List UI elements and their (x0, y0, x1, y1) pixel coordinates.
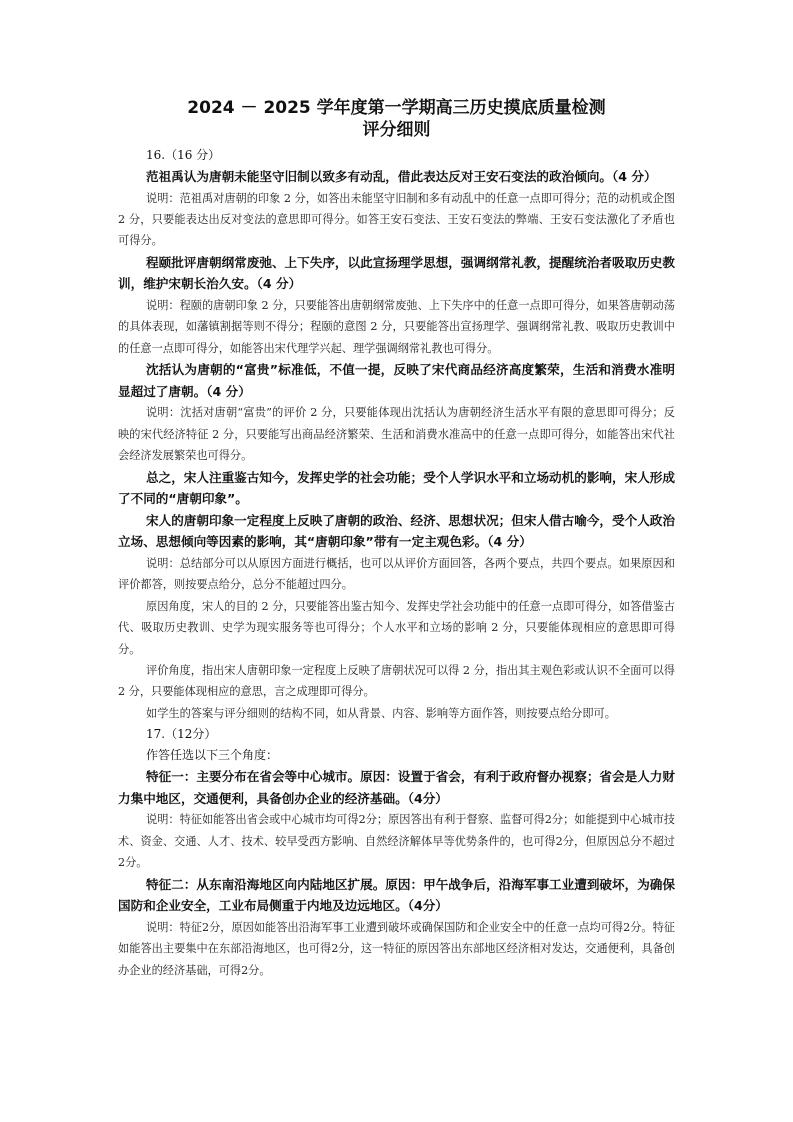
q16-point-1: 范祖禹认为唐朝未能坚守旧制以致多有动乱，借此表达反对王安石变法的政治倾向。（4 分） (146, 169, 657, 184)
q16-evaluation-note: 评价角度，指出宋人唐朝印象一定程度上反映了唐朝状况可以得 2 分，指出其主观色彩或认识不全面可以得 2 分，只要能体现相应的意思，言之成理即可得分。 (118, 664, 675, 699)
q17-feature-2-note: 说明：特征2分，原因如能答出沿海军事工业遭到破坏或确保国防和企业安全中的任意一点均可得2分。特征如能答出主要集中在东部沿海地区，也可得2分，这一特征的原因答出东部地区经济相对发达，交通便利，具备创办企业的经济基础，可得2分。 (118, 920, 675, 977)
q16-point-1-note: 说明：范祖禹对唐朝的印象 2 分，如答出未能坚守旧制和多有动乱中的任意一点即可得分；范的动机或企图 2 分，只要能表达出反对变法的意思即可得分。如答王安石变法、王安石变法的弊端、王安石变法激化了矛盾也可得分。 (118, 191, 675, 248)
q16-summary-note: 说明：总结部分可以从原因方面进行概括，也可以从评价方面回答，各两个要点，共四个要点。如果原因和评价都答，则按要点给分，总分不能超过四分。 (118, 557, 675, 592)
q16-evaluation: 宋人的唐朝印象一定程度上反映了唐朝的政治、经济、思想状况；但宋人借古喻今，受个人政治立场、思想倾向等因素的影响，其“唐朝印象”带有一定主观色彩。（4 分） (118, 512, 675, 550)
document-subtitle: 评分细则 (362, 120, 431, 140)
q16-structure-note: 如学生的答案与评分细则的结构不同，如从背景、内容、影响等方面作答，则按要点给分即可。 (146, 706, 616, 720)
q16-point-3-note: 说明：沈括对唐朝“富贵”的评价 2 分，只要能体现出沈括认为唐朝经济生活水平有限的意思即可得分；反映的宋代经济特征 2 分，只要能写出商品经济繁荣、生活和消费水准高中的任意一点即可得分，如能答出宋代社会经济发展繁荣也可得分。 (118, 406, 675, 463)
question-16-heading: 16.（16 分） (146, 148, 221, 162)
q16-reason-note: 原因角度，宋人的目的 2 分，只要能答出鉴古知今、发挥史学社会功能中的任意一点即可得分，如答借鉴古代、吸取历史教训、史学为现实服务等也可得分；个人水平和立场的影响 2 分，只要能体现相应的意思即可得分。 (118, 599, 675, 656)
q16-point-2: 程颐批评唐朝纲常废弛、上下失序，以此宣扬理学思想，强调纲常礼教，提醒统治者吸取历史教训，维护宋朝长治久安。（4 分） (118, 254, 675, 292)
q16-summary: 总之，宋人注重鉴古知今，发挥史学的社会功能；受个人学识水平和立场动机的影响，宋人形成了不同的“唐朝印象”。 (118, 469, 675, 507)
question-17-section (118, 724, 675, 981)
q16-point-3: 沈括认为唐朝的“富贵”标准低，不值一提，反映了宋代商品经济高度繁荣，生活和消费水准明显超过了唐朝。（4 分） (118, 362, 675, 399)
question-17-intro: 作答任选以下三个角度： (146, 748, 279, 763)
q17-feature-1-note: 说明：特征如能答出省会或中心城市均可得2分；原因答出有利于督察、监督可得2分；如能提到中心城市技术、资金、交通、人才、技术、较早受西方影响、自然经济解体早等优势条件的，也可得2分，但原因总分不超过2分。 (118, 813, 675, 870)
question-17-heading: 17.（12分） (146, 727, 217, 742)
q17-feature-2: 特征二：从东南沿海地区向内陆地区扩展。原因：甲午战争后，沿海军事工业遭到破坏，为确保国防和企业安全，工业布局侧重于内地及边远地区。（4分） (118, 876, 675, 914)
q16-point-2-note: 说明：程颐的唐朝印象 2 分，只要能答出唐朝纲常废弛、上下失序中的任意一点即可得分，如果答唐朝动荡的具体表现，如藩镇割据等则不得分；程颐的意图 2 分，只要能答出宣扬理学、强调纲常礼教、吸取历史教训中的任意一点即可得分，如能答出宋代理学兴起、理学强调纲常礼教也可得分。 (118, 299, 675, 355)
document-title: 2024 － 2025 学年度第一学期高三历史摸底质量检测 (187, 98, 606, 118)
q17-feature-1: 特征一：主要分布在省会等中心城市。原因：设置于省会，有利于政府督办视察；省会是人力财力集中地区，交通便利，具备创办企业的经济基础。（4分） (118, 769, 675, 806)
question-16-section (118, 145, 675, 724)
